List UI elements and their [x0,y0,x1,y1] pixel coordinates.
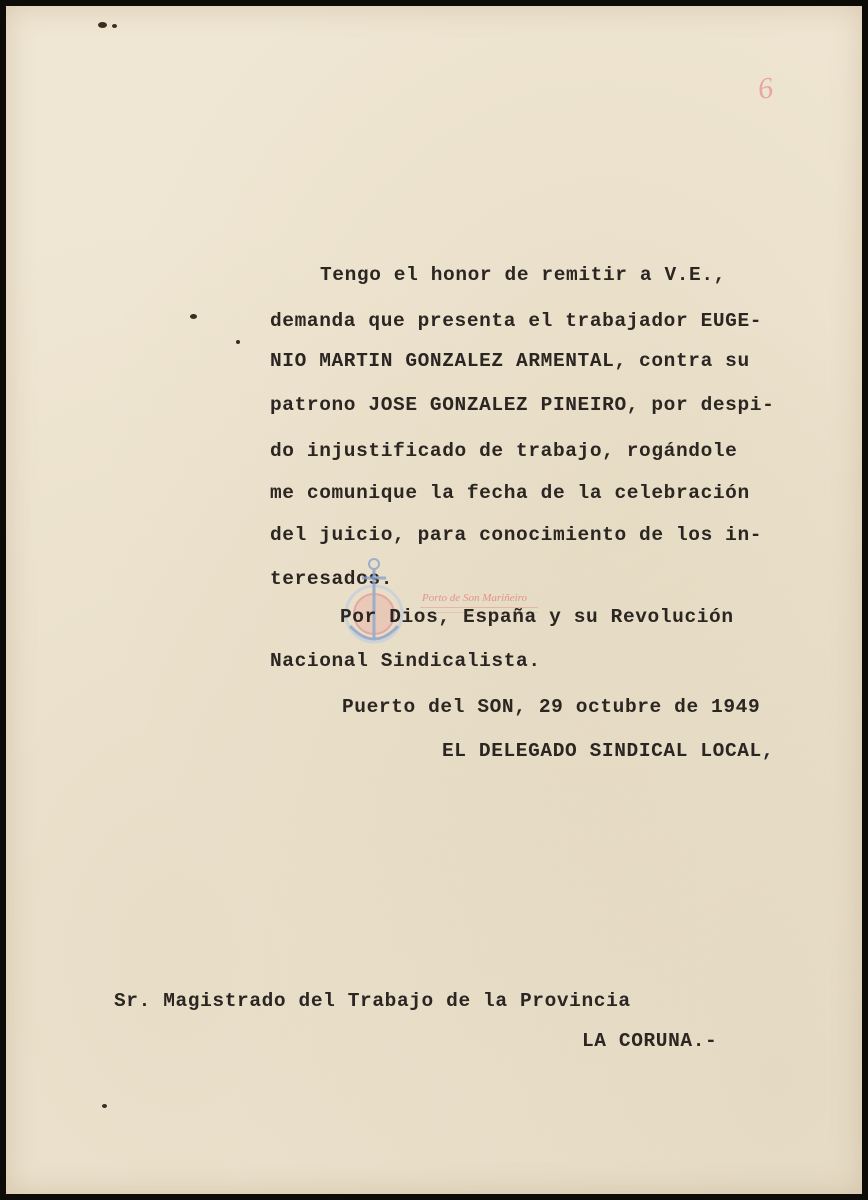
closing-line: Por Dios, España y su Revolución [340,606,734,628]
page-number: 6 [755,71,776,106]
body-line: me comunique la fecha de la celebración [270,482,750,504]
ink-speck [190,314,197,319]
ink-speck [112,24,117,28]
document-page [6,6,862,1194]
body-line: Tengo el honor de remitir a V.E., [320,264,726,286]
closing-line: Nacional Sindicalista. [270,650,541,672]
addressee-line: LA CORUNA.- [582,1030,718,1052]
place-date: Puerto del SON, 29 octubre de 1949 [342,696,761,718]
ink-speck [236,340,240,344]
body-line: patrono JOSE GONZALEZ PINEIRO, por despi- [270,394,775,416]
anchor-icon [336,554,422,654]
body-line: NIO MARTIN GONZALEZ ARMENTAL, contra su [270,350,750,372]
watermark-stamp [336,554,546,654]
body-line: do injustificado de trabajo, rogándole [270,440,738,462]
body-line: teresados. [270,568,394,590]
watermark-text: Porto de Son Mariñeiro [422,592,527,604]
body-line: demanda que presenta el trabajador EUGE- [270,310,763,332]
body-line: del juicio, para conocimiento de los in- [270,524,763,546]
signatory: EL DELEGADO SINDICAL LOCAL, [442,740,775,762]
ink-speck [98,22,107,28]
addressee-line: Sr. Magistrado del Trabajo de la Provincia [114,990,631,1012]
ink-speck [102,1104,107,1108]
